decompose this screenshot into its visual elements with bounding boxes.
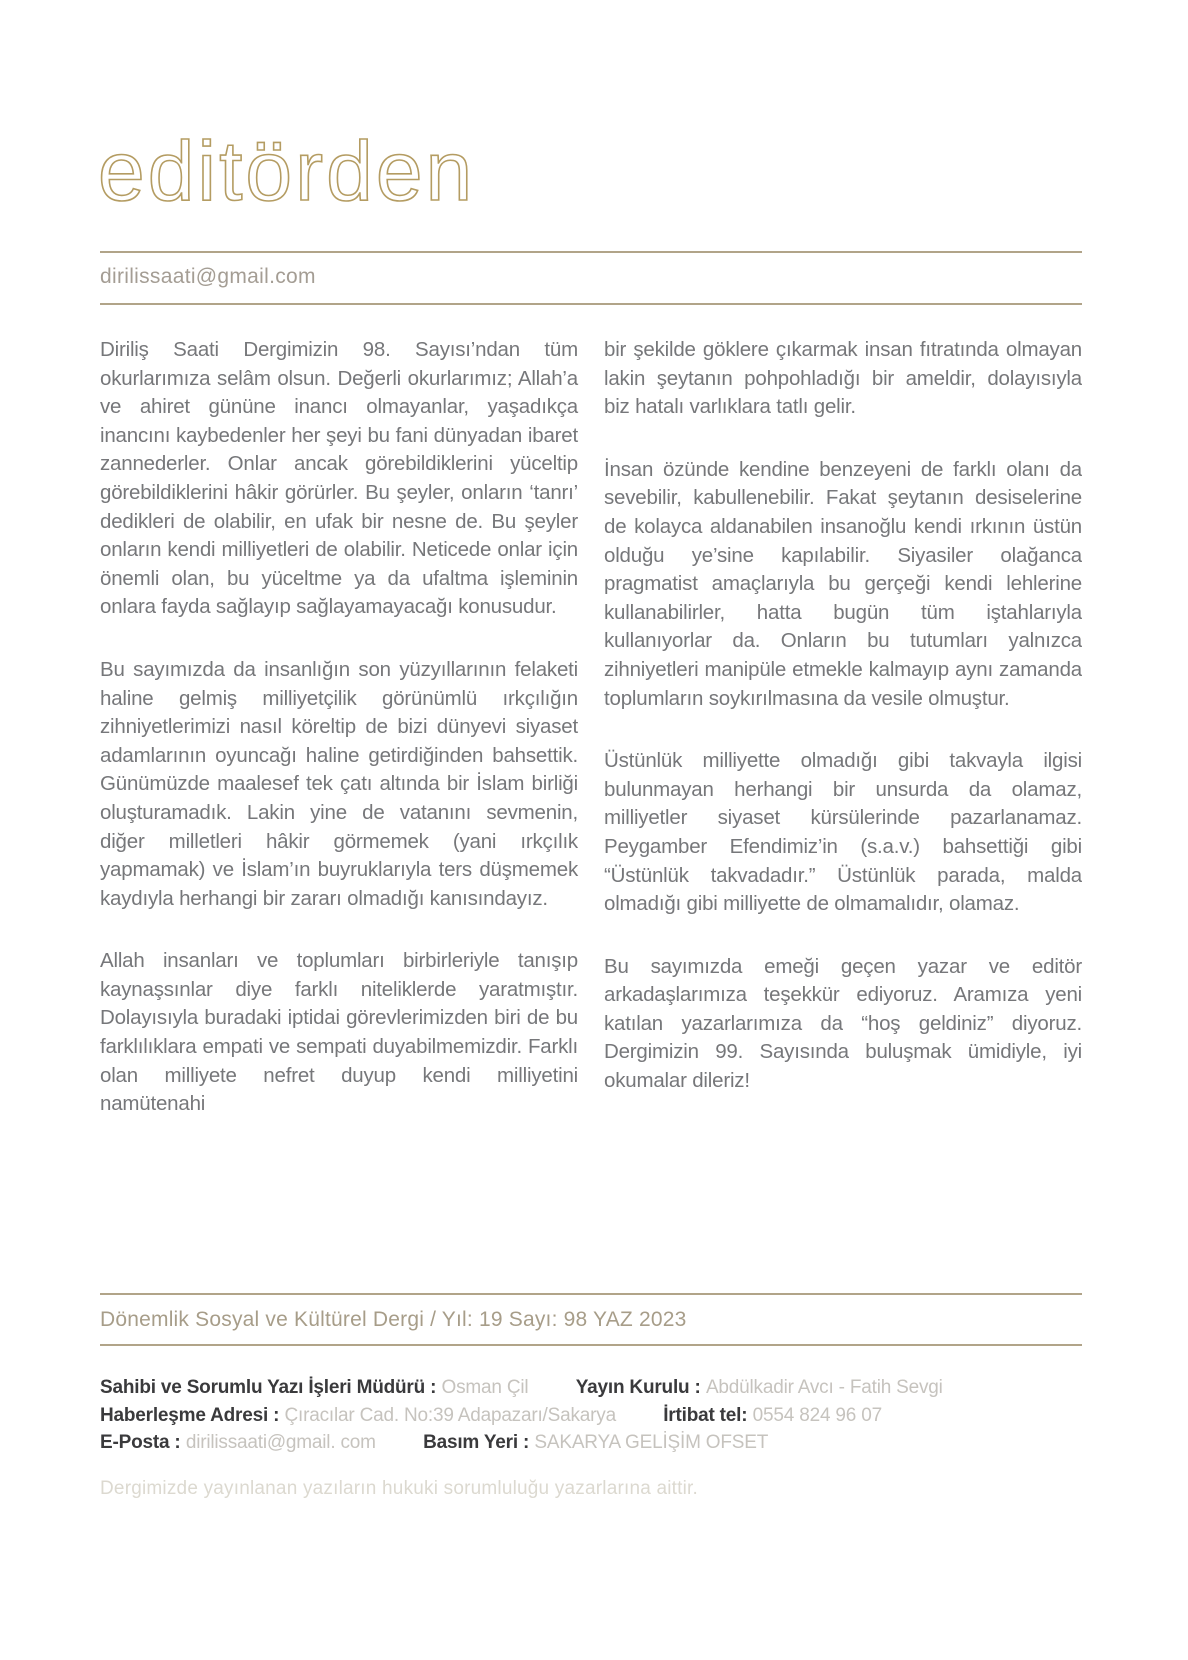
paragraph: İnsan özünde kendine benzeyeni de farklı olanı da sevebilir, kabullenebilir. Fakat şeytanın desiselerine de kolayca aldanabilen insanoğlu kendi ırkının üstün olduğu ye’sine kapılabilir. Siyasiler olağanca pragmatist amaçlarıyla bu gerçeği kendi lehlerine kullanabilirler, hatta bugün tüm iştahlarıyla kullanıyorlar da. Onların bu tutumları yalnızca zihniyetleri manipüle etmekle kalmayıp aynı zamanda toplumların soykırılmasına da vesile olmuştur.: [604, 457, 1082, 710]
credit-label: İrtibat tel:: [663, 1404, 748, 1426]
paragraph: bir şekilde göklere çıkarmak insan fıtratında olmayan lakin şeytanın pohpohladığı bir ameldir, dolayısıyla biz hatalı varlıklara tatlı gelir.: [604, 338, 1082, 419]
issue-info: Dönemlik Sosyal ve Kültürel Dergi / Yıl: 19 Sayı: 98 YAZ 2023: [100, 1308, 687, 1331]
paragraph: Üstünlük milliyette olmadığı gibi takvayla ilgisi bulunmayan herhangi bir unsurda da olamaz, milliyetler siyaset kürsülerinde pazarlanamaz. Peygamber Efendimiz’in (s.a.v.) bahsettiği gibi “Üstünlük takvadadır.” Üstünlük parada, malda olmadığı gibi milliyette de olmamalıdır, olamaz.: [604, 749, 1082, 916]
footer-divider-top: [100, 1293, 1082, 1295]
credits-block: [100, 1374, 1082, 1457]
credit-label: Haberleşme Adresi :: [100, 1404, 280, 1426]
credit-value: SAKARYA GELİŞİM OFSET: [534, 1432, 769, 1453]
column-left: [100, 336, 578, 1266]
credit-value: dirilissaati@gmail. com: [185, 1432, 376, 1453]
credit-label: Sahibi ve Sorumlu Yazı İşleri Müdürü :: [100, 1377, 437, 1398]
title-svg: [96, 118, 696, 228]
footer: [100, 1293, 1082, 1500]
credit-value: 0554 824 96 07: [752, 1404, 882, 1426]
credit-line: [100, 1402, 1082, 1430]
header-divider-bottom: [100, 303, 1082, 305]
credit-label: Basım Yeri :: [423, 1432, 530, 1453]
column-right: [604, 336, 1082, 1266]
header-divider-top: [100, 251, 1082, 253]
footer-divider-bottom: [100, 1344, 1082, 1346]
paragraph: Allah insanları ve toplumları birbirleriyle tanışıp kaynaşsınlar diye farklı niteliklerde yaratmıştır. Dolayısıyla buradaki iptidai görevlerimizden biri de bu farklılıklara empati ve sempati duyabilmemizdir. Farklı olan milliyete nefret duyup kendi milliyetini namütenahi: [100, 949, 578, 1116]
paragraph: Diriliş Saati Dergimizin 98. Sayısı’ndan tüm okurlarımıza selâm olsun. Değerli okurlarımız; Allah’a ve ahiret gününe inancı olmayanlar, yaşadıkça inancını kaybedenler her şeyi bu fani dünyadan ibaret zannederler. Onlar ancak görebildiklerini yüceltip görebildiklerini hâkir görürler. Bu şeyler, onların ‘tanrı’ dedikleri de olabilir, en ufak bir nesne de. Bu şeyler onların kendi milliyetleri de olabilir. Neticede onlar için önemli olan, bu yüceltme ya da ufaltma işleminin onlara fayda sağlayıp sağlayamayacağı konusudur.: [100, 338, 578, 619]
credit-label: E-Posta :: [100, 1432, 181, 1453]
credit-value: Osman Çil: [441, 1377, 529, 1398]
credit-value: Abdülkadir Avcı - Fatih Sevgi: [705, 1377, 943, 1398]
page-title: [96, 118, 696, 228]
page-title-text: editörden: [98, 124, 476, 218]
credit-label: Yayın Kurulu :: [575, 1377, 701, 1398]
editor-email: dirilissaati@gmail.com: [100, 265, 316, 288]
paragraph: Bu sayımızda da insanlığın son yüzyıllarının felaketi haline gelmiş milliyetçilik görünümlü ırkçılığın zihniyetlerimizi nasıl köreltip de bizi dünyevi siyaset adamlarının oyuncağı haline getirdiğinden bahsettik. Günümüzde maalesef tek çatı altında bir İslam birliği oluşturamadık. Lakin yine de vatanını sevmenin, diğer milletleri hâkir görmemek (yani ırkçılık yapmamak) ve İslam’ın buyruklarıyla ters düşmemek kaydıyla herhangi bir zararı olmadığı kanısındayız.: [100, 657, 578, 910]
legal-disclaimer: Dergimizde yayınlanan yazıların hukuki sorumluluğu yazarlarına aittir.: [100, 1477, 698, 1499]
editorial-body: [100, 336, 1082, 1266]
credit-line: [100, 1374, 1082, 1402]
credit-line: [100, 1429, 1082, 1457]
credit-value: Çıracılar Cad. No:39 Adapazarı/Sakarya: [284, 1404, 616, 1426]
paragraph: Bu sayımızda emeği geçen yazar ve editör arkadaşlarımıza teşekkür ediyoruz. Aramıza yeni katılan yazarlarımıza da “hoş geldiniz” diyoruz. Dergimizin 99. Sayısında buluşmak ümidiyle, iyi okumalar dileriz!: [604, 954, 1082, 1093]
